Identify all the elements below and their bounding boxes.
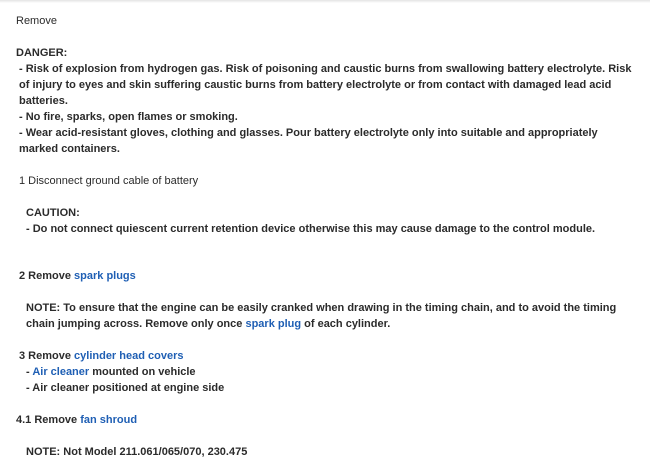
fan-shroud-link[interactable]: fan shroud [80, 414, 138, 426]
danger-item: - Risk of explosion from hydrogen gas. Risk of poisoning and caustic burns from swallowing battery electrolyte. Risk of injury to eyes and skin suffering caustic burns from battery electrolyte or from contact with damaged lead acid batteries. [19, 63, 632, 107]
step-1: 1 Disconnect ground cable of battery [19, 175, 199, 187]
note-1-suffix: of each cylinder. [301, 318, 391, 330]
danger-item: - No fire, sparks, open flames or smoking. [19, 111, 238, 123]
sub-suffix: mounted on vehicle [89, 366, 196, 378]
step-4-1 [16, 412, 634, 428]
caution-heading: CAUTION: [26, 207, 80, 219]
sub-dash: - [26, 366, 33, 378]
spark-plugs-link[interactable]: spark plugs [74, 270, 136, 282]
air-cleaner-link[interactable]: Air cleaner [32, 366, 90, 378]
top-edge-shadow [0, 0, 650, 3]
step-3 [16, 348, 634, 364]
spacer [16, 428, 634, 444]
caution-block [16, 205, 634, 237]
step-3-sub-item [16, 364, 634, 380]
danger-item: - Wear acid-resistant gloves, clothing and glasses. Pour battery electrolyte only into suitable and appropriately marked containers. [19, 127, 598, 155]
danger-block [16, 45, 634, 157]
section-title: Remove [16, 15, 57, 27]
step-2 [16, 268, 634, 284]
spacer [16, 332, 634, 348]
spacer [16, 29, 634, 45]
note-spark-plug [16, 300, 634, 332]
spacer [16, 237, 634, 268]
instruction-document [16, 13, 634, 460]
spacer [16, 157, 634, 173]
spacer [16, 284, 634, 300]
caution-item: - Do not connect quiescent current retention device otherwise this may cause damage to the control module. [26, 223, 596, 235]
note-model: NOTE: Not Model 211.061/065/070, 230.475 [26, 446, 248, 458]
spacer [16, 396, 634, 412]
note-1-text: NOTE: To ensure that the engine can be easily cranked when drawing in the timing chain, and to avoid the timing chain jumping across. Remove only once [26, 302, 617, 330]
cylinder-head-covers-link[interactable]: cylinder head covers [74, 350, 184, 362]
step-3-sub-item: - Air cleaner positioned at engine side [26, 382, 225, 394]
spark-plug-link[interactable]: spark plug [245, 318, 302, 330]
step-4-1-prefix: 4.1 Remove [16, 414, 81, 426]
step-2-prefix: 2 Remove [19, 270, 75, 282]
danger-heading: DANGER: [16, 47, 68, 59]
spacer [16, 189, 634, 205]
step-3-prefix: 3 Remove [19, 350, 75, 362]
